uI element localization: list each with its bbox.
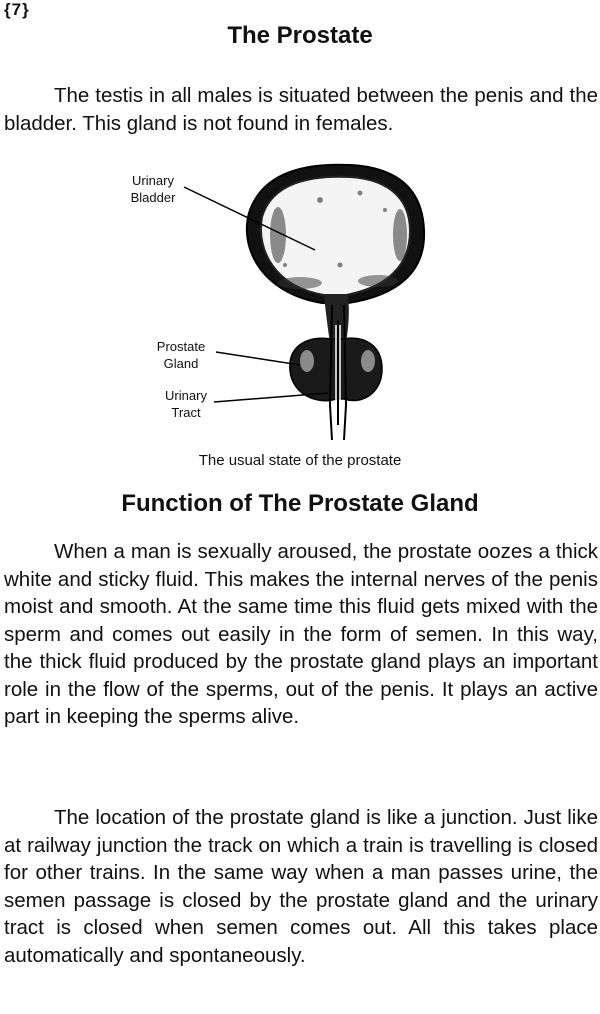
prostate-diagram — [110, 155, 470, 445]
section-title-prostate: The Prostate — [227, 22, 373, 49]
function-paragraph-1: When a man is sexually aroused, the prostate oozes a thick white and sticky fluid. This makes the internal nerves of the penis moist and smooth. At the same time this fluid gets mixed with the sperm and comes out easily in the form of semen. In this way, the thick fluid produced by the prostate gland plays an important role in the flow of the sperms, out of the penis. It plays an active part in keeping the sperms alive. — [4, 540, 598, 728]
label-urinary-tract: Urinary Tract — [165, 388, 207, 420]
intro-paragraph: The testis in all males is situated between the penis and the bladder. This gland is not found in females. — [4, 84, 598, 135]
section-title-function: Function of The Prostate Gland — [121, 490, 479, 517]
label-urinary-bladder: Urinary Bladder — [130, 173, 176, 205]
function-paragraph-2: The location of the prostate gland is like a junction. Just like at railway junction the track on which a train is travelling is closed for other trains. In the same way when a man passes urine, the semen passage is closed by the prostate gland and the urinary tract is closed when semen comes out. All this takes place automatically and spontaneously. — [4, 806, 598, 967]
label-prostate-gland: Prostate Gland — [156, 339, 206, 371]
page-number: {7} — [4, 0, 30, 19]
pointer-prostate — [216, 352, 300, 365]
figure-caption: The usual state of the prostate — [198, 452, 402, 469]
